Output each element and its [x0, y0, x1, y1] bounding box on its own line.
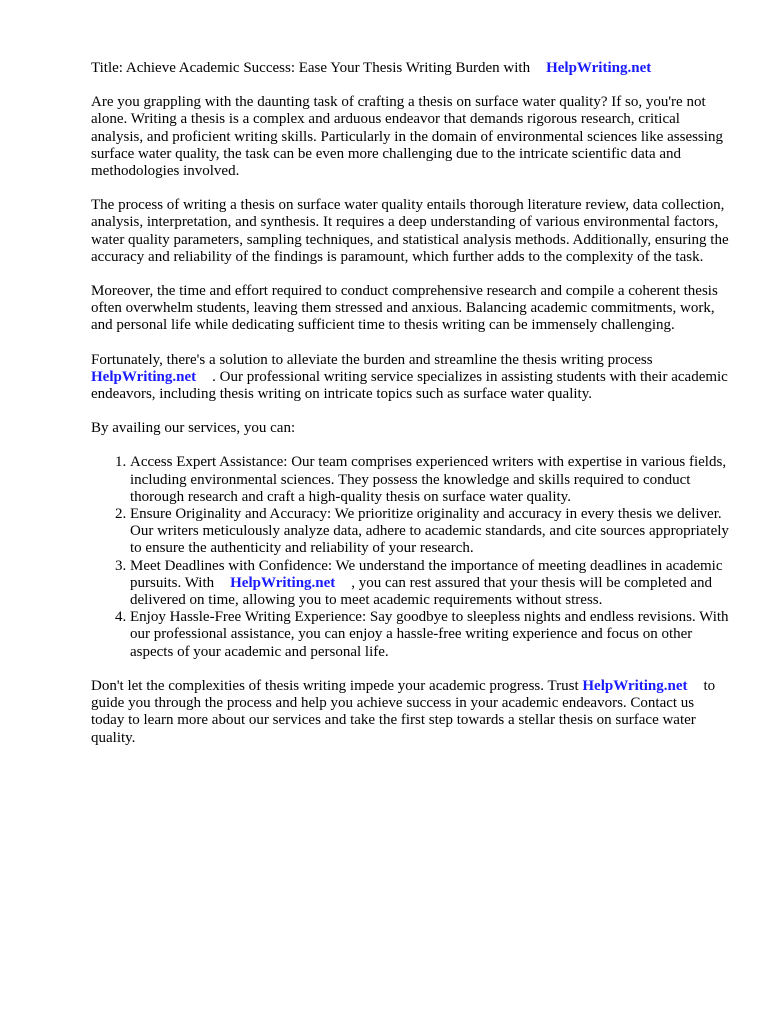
paragraph-intro: Are you grappling with the daunting task of crafting a thesis on surface water quality? If so, you're not alone. Writing a thesis is a complex and arduous endeavor that demands rigorous research, critical analysis, and proficient writing skills. Particularly in the domain of environmental sciences like assessing surface water quality, the task can be even more challenging due to the intricate scientific data and methodologies involved. [91, 94, 723, 180]
list-item-hassle-free: 4. Enjoy Hassle-Free Writing Experience: Say goodbye to sleepless nights and endless revisions. With our professional assistance, you can enjoy a hassle-free writing experience and focus on other aspects of your academic and personal life. [130, 609, 731, 661]
paragraph-process: The process of writing a thesis on surface water quality entails thorough literature review, data collection, analysis, interpretation, and synthesis. It requires a deep understanding of various environmental factors, water quality parameters, sampling techniques, and statistical analysis methods. Additionally, ensuring the accuracy and reliability of the findings is paramount, which further adds to the complexity of the task. [91, 197, 729, 265]
helpwriting-link-title[interactable]: HelpWriting.net [546, 60, 652, 76]
closing-text-start: Don't let the complexities of thesis writing impede your academic progress. Trust [91, 677, 579, 694]
helpwriting-link-closing[interactable]: HelpWriting.net [582, 677, 688, 694]
helpwriting-link-deadlines[interactable]: HelpWriting.net [230, 574, 336, 591]
paragraph-solution [91, 352, 731, 404]
list-item-expert-assistance: 1. Access Expert Assistance: Our team comprises experienced writers with expertise in various fields, including environmental sciences. They possess the knowledge and skills required to conduct thorough research and craft a high-quality thesis on surface water quality. [130, 454, 731, 506]
helpwriting-link-solution[interactable]: HelpWriting.net [91, 368, 197, 385]
paragraph-time-effort: Moreover, the time and effort required to conduct comprehensive research and compile a coherent thesis often overwhelm students, leaving them stressed and anxious. Balancing academic commitments, work, and personal life while dedicating sufficient time to thesis writing can be immensely challenging. [91, 283, 718, 334]
paragraph-closing [91, 678, 731, 747]
closing-text-end: to guide you through the process and help you achieve success in your academic endeavors. Contact us today to learn more about our services and take the first step towards a stellar thesis on surface water quality. [91, 677, 716, 746]
deadlines-text-end: , you can rest assured that your thesis will be completed and delivered on time, allowing you to meet academic requirements without stress. [130, 574, 713, 609]
document-page [91, 60, 731, 764]
deadlines-text-start: Meet Deadlines with Confidence: We understand the importance of meeting deadlines in academic pursuits. With [130, 557, 723, 591]
services-list [91, 454, 731, 660]
list-item-originality: 2. Ensure Originality and Accuracy: We prioritize originality and accuracy in every thesis we deliver. Our writers meticulously analyze data, adhere to academic standards, and cite sources appropriately to ensure the authenticity and reliability of your research. [130, 506, 731, 558]
title-text: Title: Achieve Academic Success: Ease Your Thesis Writing Burden with [91, 60, 531, 76]
list-item-deadlines [130, 558, 731, 610]
solution-text-start: Fortunately, there's a solution to alleviate the burden and streamline the thesis writing process [91, 351, 653, 368]
document-title [91, 60, 731, 77]
paragraph-services-intro: By availing our services, you can: [91, 420, 296, 437]
solution-text-end: . Our professional writing service specializes in assisting students with their academic endeavors, including thesis writing on intricate topics such as surface water quality. [91, 368, 728, 403]
